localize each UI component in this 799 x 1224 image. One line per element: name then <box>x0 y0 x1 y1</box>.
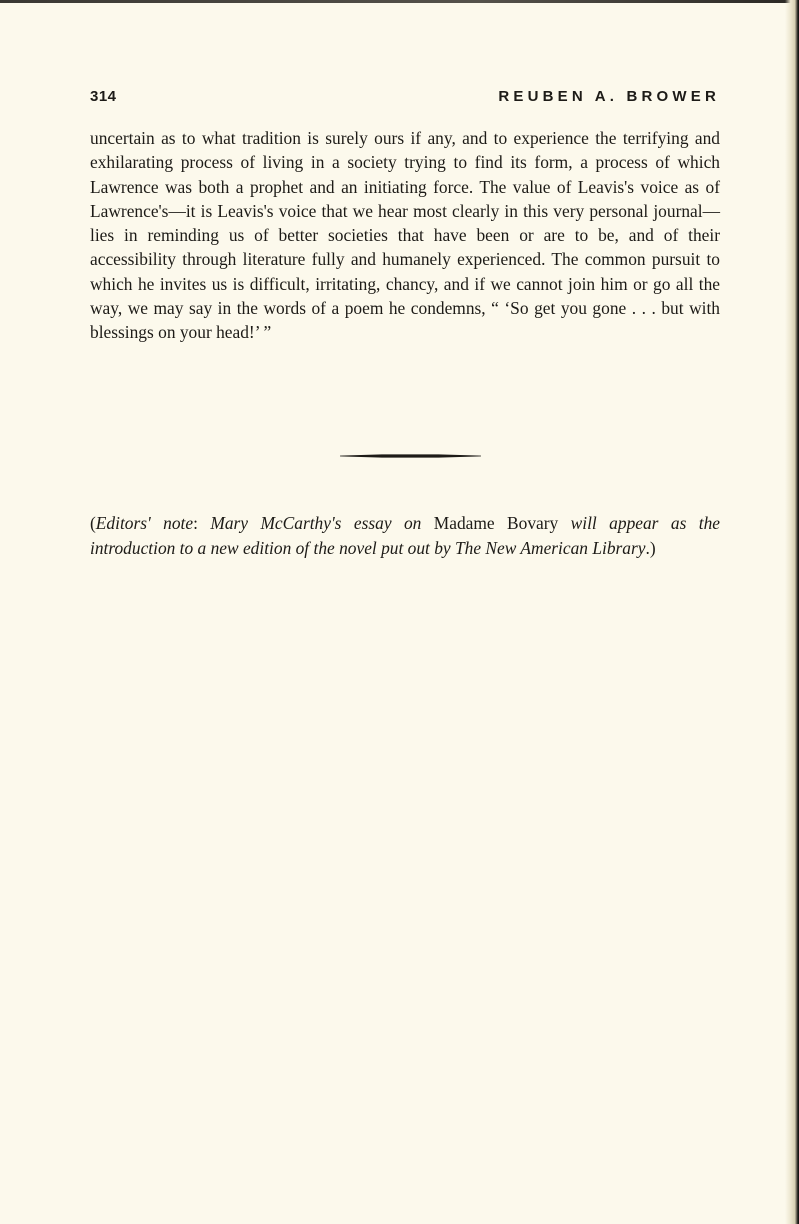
page-top-edge <box>0 0 799 3</box>
note-label: Editors' note <box>95 513 194 533</box>
page-spine-edge <box>785 0 799 1224</box>
body-paragraph: uncertain as to what tradition is surely ours if any, and to experience the terrifying and exhilarating process of living in a society trying to find its form, a process of which Lawrence was both a prophet and an initiating force. The value of Leavis's voice as of Lawrence's—it is Leavis's voice that we hear most clearly in this very personal journal—lies in reminding us of better societies that have been or are to be, and of their accessibility through literature fully and humanely experienced. The common pursuit to which he invites us is difficult, irritating, chancy, and if we cannot join him or go all the way, we may say in the words of a poem he condemns, “ ‘So get you gone . . . but with blessings on your head!’ ” <box>90 128 720 343</box>
note-open-paren: ( <box>90 513 96 533</box>
note-close: .) <box>645 538 656 558</box>
running-head <box>90 88 720 110</box>
note-colon: : <box>193 513 211 533</box>
running-title: REUBEN A. BROWER <box>498 88 720 105</box>
note-publisher: The New American Library <box>455 538 646 558</box>
note-text-part2: will appear as the introduction to a new edition of the novel put out by <box>90 513 721 558</box>
page-number: 314 <box>90 88 117 105</box>
note-book-title: Madame Bovary <box>433 513 559 533</box>
section-divider-rule <box>340 454 481 458</box>
editors-note <box>90 511 720 561</box>
note-text-part1: Mary McCarthy's essay on <box>210 513 434 533</box>
